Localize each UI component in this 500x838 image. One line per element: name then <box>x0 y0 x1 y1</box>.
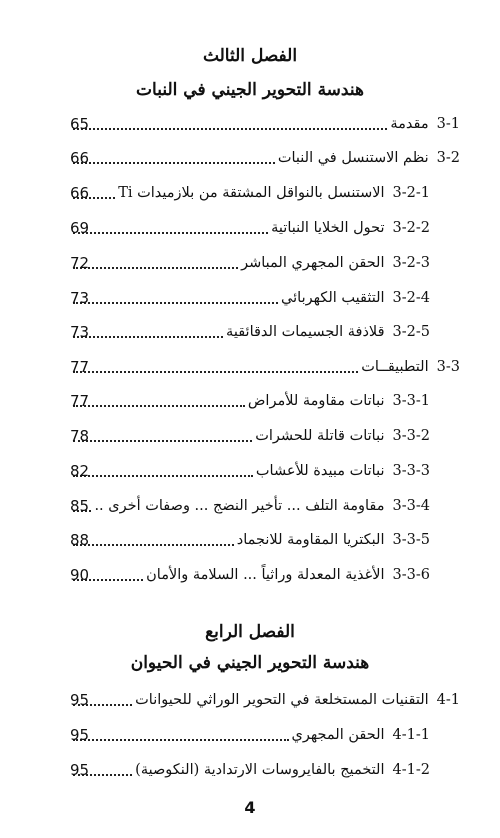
toc-entry <box>70 688 460 712</box>
toc-entry-number: 3-3-5 <box>392 532 430 548</box>
toc-entry <box>70 758 430 782</box>
toc-entry-title: نباتات مقاومة للأمراض <box>247 393 385 409</box>
toc-entry-title: مقاومة التلف ... تأخير النضج ... وصفات أخرى .. <box>94 498 385 514</box>
toc-entry-title: تحول الخلايا النباتية <box>271 220 385 236</box>
toc-entry-number: 3-3-1 <box>392 393 430 409</box>
toc-entry <box>70 355 460 379</box>
toc-entry <box>70 528 430 552</box>
toc-entry-title: الاستنسل بالنواقل المشتقة من بلازميدات Ti <box>118 185 385 201</box>
toc-entry-page: 73 <box>70 323 90 341</box>
toc-entry-title: التثقيب الكهربائي <box>281 290 385 306</box>
toc-entry-title: نباتات قاتلة للحشرات <box>255 428 385 444</box>
toc-entry-page: 82 <box>70 462 90 480</box>
toc-entry-page: 65 <box>70 115 90 133</box>
toc-entry-title: مقدمة <box>390 116 429 132</box>
toc-entry-page: 69 <box>70 219 90 237</box>
toc-entry-number: 3-1 <box>436 116 460 132</box>
toc-entry-number: 4-1-2 <box>392 762 430 778</box>
toc-entry-page: 66 <box>70 184 90 202</box>
dot-leader <box>73 128 387 130</box>
toc-entry-page: 78 <box>70 427 90 445</box>
toc-entry-title: الحقن المجهري المباشر <box>241 255 385 271</box>
toc-entry-number: 3-3-6 <box>392 567 430 583</box>
toc-entry <box>70 459 430 483</box>
toc-entry-title: نظم الاستنسل في النبات <box>277 150 429 166</box>
toc-entry-number: 4-1-1 <box>392 727 430 743</box>
toc-entry-page: 85 <box>70 497 90 515</box>
toc-entry-title: البكتريا المقاومة للانجماد <box>236 532 385 548</box>
toc-entry-number: 4-1 <box>436 692 460 708</box>
toc-entry <box>70 181 430 205</box>
toc-entry <box>70 286 430 310</box>
toc-entry <box>70 216 430 240</box>
toc-entry-page: 95 <box>70 691 90 709</box>
toc-entry-number: 3-3 <box>436 359 460 375</box>
toc-entry-number: 3-2 <box>436 150 460 166</box>
toc-entry-page: 77 <box>70 358 90 376</box>
dot-leader <box>73 739 289 741</box>
toc-entry <box>70 146 460 170</box>
toc-entry-title: نباتات مبيدة للأعشاب <box>255 463 385 479</box>
dot-leader <box>73 371 358 373</box>
chapter-4-heading: الفصل الرابع <box>205 622 295 642</box>
toc-entry-number: 3-3-2 <box>392 428 430 444</box>
toc-entry <box>70 723 430 747</box>
chapter-3-subheading: هندسة التحوير الجيني في النبات <box>136 80 364 100</box>
toc-entry-number: 3-3-3 <box>392 463 430 479</box>
toc-entry-title: التقنيات المستخلعة في التحوير الوراثي للحيوانات <box>135 692 429 708</box>
toc-entry-title: الأغذية المعدلة وراثياً ... السلامة والأمان <box>146 567 385 583</box>
toc-entry-title: التطبيقــات <box>361 359 429 375</box>
toc-entry-page: 73 <box>70 289 90 307</box>
page-number: 4 <box>244 798 256 817</box>
toc-entry-title: قلاذفة الجسيمات الدقائقية <box>226 324 385 340</box>
toc-entry <box>70 320 430 344</box>
toc-entry <box>70 494 430 518</box>
toc-entry-number: 3-2-1 <box>392 185 430 201</box>
toc-entry-page: 88 <box>70 531 90 549</box>
toc-entry-page: 90 <box>70 566 90 584</box>
toc-entry-page: 66 <box>70 149 90 167</box>
toc-entry <box>70 424 430 448</box>
chapter-4-subheading: هندسة التحوير الجيني في الحيوان <box>130 653 370 673</box>
toc-entry-title: الحقن المجهري <box>291 727 385 743</box>
toc-entry-page: 77 <box>70 392 90 410</box>
toc-entry-number: 3-2-3 <box>392 255 430 271</box>
toc-entry-page: 95 <box>70 761 90 779</box>
toc-entry <box>70 251 430 275</box>
toc-entry <box>70 389 430 413</box>
toc-entry-page: 72 <box>70 254 90 272</box>
toc-entry-number: 3-2-5 <box>392 324 430 340</box>
chapter-3-heading: الفصل الثالث <box>202 46 298 66</box>
toc-entry-title: التخميج بالفايروسات الارتدادية (النكوصية) <box>135 762 385 778</box>
toc-entry-number: 3-3-4 <box>392 498 430 514</box>
toc-entry-number: 3-2-2 <box>392 220 430 236</box>
toc-entry-page: 95 <box>70 726 90 744</box>
toc-entry <box>70 563 430 587</box>
toc-entry <box>70 112 460 136</box>
toc-entry-number: 3-2-4 <box>392 290 430 306</box>
